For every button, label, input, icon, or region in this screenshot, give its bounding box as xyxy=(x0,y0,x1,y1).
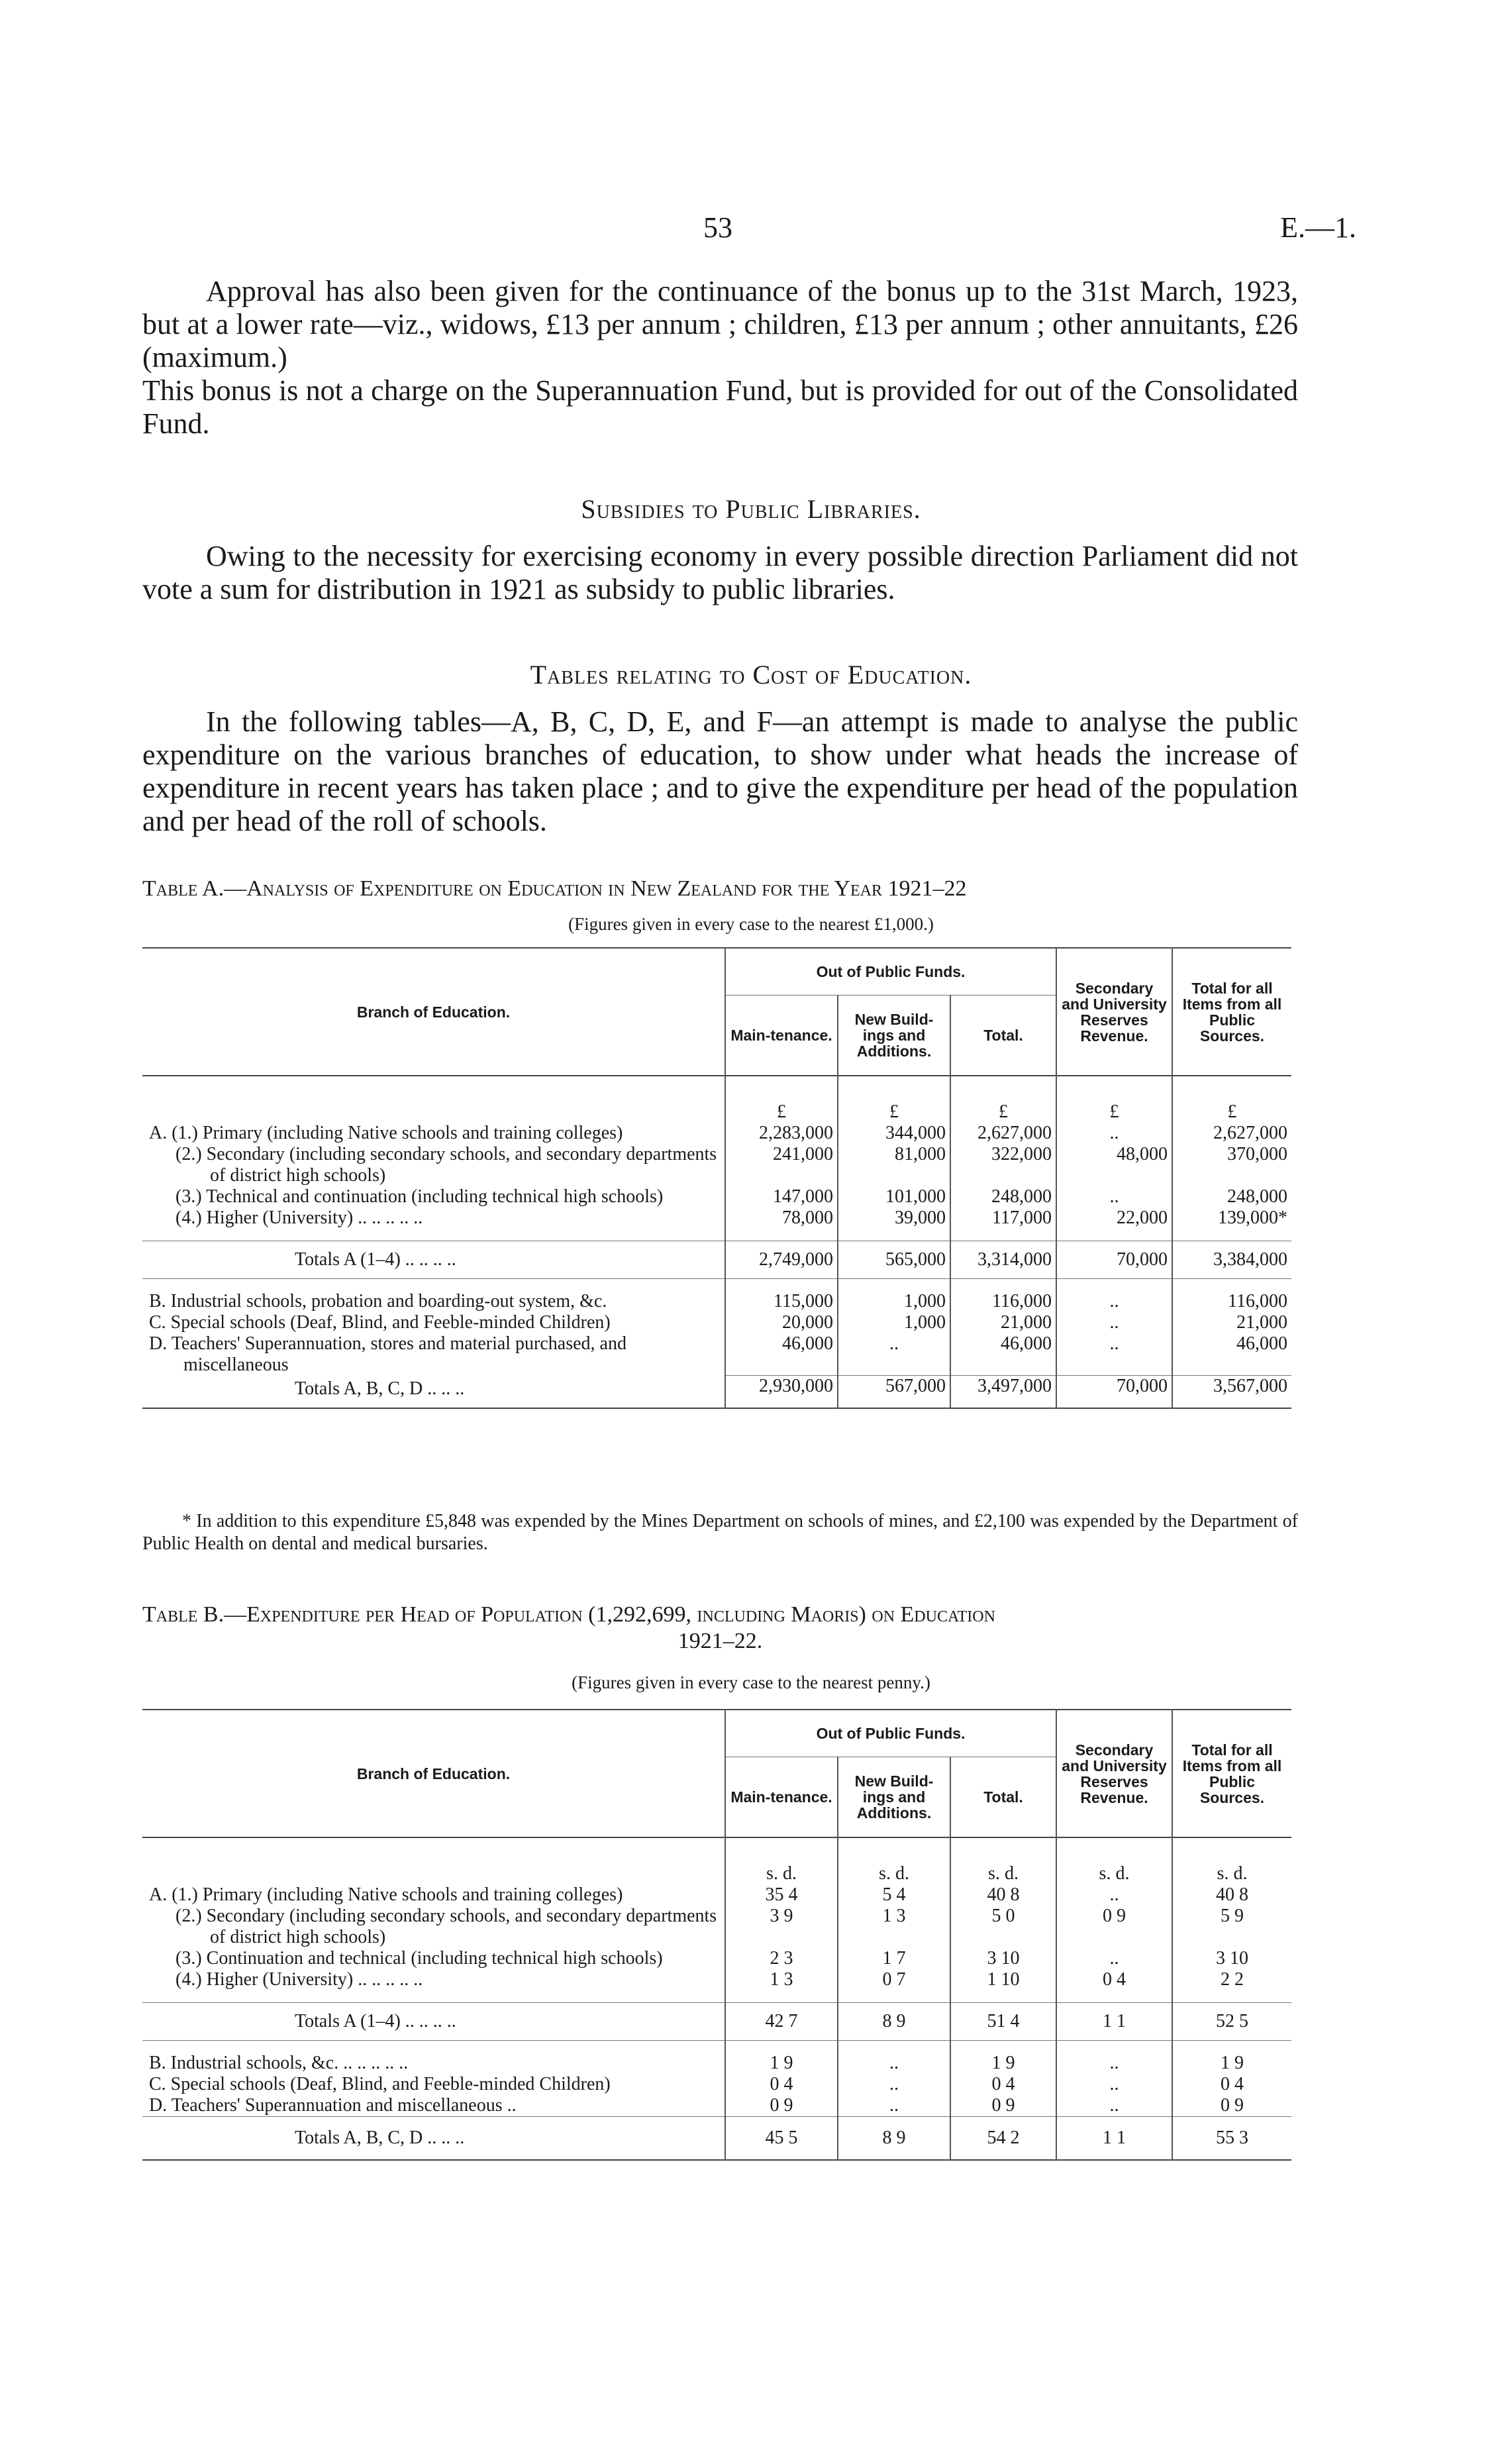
cell-value: 45 5 xyxy=(725,2116,838,2160)
cell-value: 1 1 xyxy=(1056,2116,1172,2160)
column-header-secondary: Secondary and University Reserves Revenue. xyxy=(1056,1710,1172,1837)
cell-value: .. xyxy=(1056,1312,1172,1333)
column-header-public-funds: Out of Public Funds. xyxy=(725,948,1056,996)
cell-value: 0 9 xyxy=(1056,1906,1172,1948)
cell-value: 1 9 xyxy=(950,2040,1056,2074)
cell-value: 8 9 xyxy=(838,2116,950,2160)
cell-value: 46,000 xyxy=(1172,1333,1291,1376)
cell-value: 567,000 xyxy=(838,1376,950,1408)
table-b-title-line2: 1921–22. xyxy=(677,1629,763,1653)
cell-value: 3,384,000 xyxy=(1172,1241,1291,1278)
cell-value: 0 4 xyxy=(725,2074,838,2095)
cell-value: 0 9 xyxy=(1172,2095,1291,2117)
row-label: B. Industrial schools, probation and boarding-out system, &c. xyxy=(149,1290,607,1311)
table-row xyxy=(142,2040,1291,2074)
row-label: Totals A (1–4) .. .. .. .. xyxy=(142,2002,725,2040)
cell-value: 3 10 xyxy=(1172,1948,1291,1969)
cell-value: .. xyxy=(1056,2074,1172,2095)
column-header-branch: Branch of Education. xyxy=(356,1003,511,1021)
cell-value: 3 9 xyxy=(725,1906,838,1948)
row-label: D. Teachers' Superannuation, stores and material purchased, and miscellaneous xyxy=(149,1333,626,1375)
cell-value: 1,000 xyxy=(838,1278,950,1312)
cell-value: 21,000 xyxy=(950,1312,1056,1333)
cell-value: 51 4 xyxy=(950,2002,1056,2040)
cell-value: 0 4 xyxy=(950,2074,1056,2095)
cell-value: 48,000 xyxy=(1056,1144,1172,1186)
table-row xyxy=(142,1144,1291,1186)
cell-value: 46,000 xyxy=(950,1333,1056,1376)
cell-value: 370,000 xyxy=(1172,1144,1291,1186)
cell-value: 54 2 xyxy=(950,2116,1056,2160)
document-reference: E.—1. xyxy=(1280,211,1356,244)
unit-label: s. d. xyxy=(950,1837,1056,1884)
table-row xyxy=(142,2074,1291,2095)
cell-value: 147,000 xyxy=(725,1186,838,1207)
table-row xyxy=(142,1312,1291,1333)
cell-value: 5 4 xyxy=(838,1884,950,1906)
unit-label: s. d. xyxy=(838,1837,950,1884)
cell-value: 0 9 xyxy=(950,2095,1056,2117)
cell-value: .. xyxy=(838,2040,950,2074)
bonus-note-paragraph: This bonus is not a charge on the Superannuation Fund, but is provided for out of the Consolidated Fund. xyxy=(142,374,1298,440)
cell-value: .. xyxy=(838,2095,950,2117)
row-label: (3.) Continuation and technical (including technical high schools) xyxy=(175,1948,663,1969)
cell-value: 2,627,000 xyxy=(1172,1123,1291,1144)
table-row xyxy=(142,1186,1291,1207)
column-header-maintenance: Main-tenance. xyxy=(725,996,838,1076)
bonus-paragraph: Approval has also been given for the continuance of the bonus up to the 31st March, 1923, but at a lower rate—viz., widows, £13 per annum ; children, £13 per annum ; other annuitants, £26 (maximum.) xyxy=(142,275,1298,374)
cell-value: .. xyxy=(1056,2095,1172,2117)
libraries-heading xyxy=(0,493,1502,525)
unit-label: £ xyxy=(1056,1076,1172,1123)
row-label: (4.) Higher (University) .. .. .. .. .. xyxy=(175,1207,423,1228)
cell-value: 1,000 xyxy=(838,1312,950,1333)
cell-value: .. xyxy=(1056,1186,1172,1207)
cell-value: .. xyxy=(1056,1884,1172,1906)
cell-value: 22,000 xyxy=(1056,1207,1172,1229)
cell-value: 101,000 xyxy=(838,1186,950,1207)
cell-value: 0 4 xyxy=(1172,2074,1291,2095)
cell-value: 322,000 xyxy=(950,1144,1056,1186)
cell-value: .. xyxy=(1056,1333,1172,1376)
table-a-subtitle: (Figures given in every case to the nearest £1,000.) xyxy=(568,914,934,934)
subtotal-row xyxy=(142,1241,1291,1278)
unit-label: s. d. xyxy=(1056,1837,1172,1884)
unit-label: s. d. xyxy=(725,1837,838,1884)
cell-value: 3,314,000 xyxy=(950,1241,1056,1278)
total-row xyxy=(142,1376,1291,1408)
cell-value: 35 4 xyxy=(725,1884,838,1906)
table-a-title: Table A.—Analysis of Expenditure on Education in New Zealand for the Year 1921–22 xyxy=(142,876,967,901)
row-label: Totals A (1–4) .. .. .. .. xyxy=(142,1241,725,1278)
cell-value: 248,000 xyxy=(950,1186,1056,1207)
table-row xyxy=(142,1884,1291,1906)
table-row xyxy=(142,1969,1291,1990)
subtotal-row xyxy=(142,2002,1291,2040)
row-label: (2.) Secondary (including secondary schools, and secondary departments of district high schools) xyxy=(175,1144,717,1186)
cell-value: 565,000 xyxy=(838,1241,950,1278)
cost-section xyxy=(142,705,1298,838)
row-label: C. Special schools (Deaf, Blind, and Feeble-minded Children) xyxy=(149,1311,611,1333)
cell-value: .. xyxy=(1056,2040,1172,2074)
cell-value: 0 4 xyxy=(1056,1969,1172,1990)
cell-value: 1 9 xyxy=(725,2040,838,2074)
column-header-total: Total. xyxy=(950,1757,1056,1838)
table-row xyxy=(142,1207,1291,1229)
column-header-total-all: Total for all Items from all Public Sources. xyxy=(1172,948,1291,1076)
table-row xyxy=(142,1948,1291,1969)
cell-value: 39,000 xyxy=(838,1207,950,1229)
cell-value: 1 1 xyxy=(1056,2002,1172,2040)
cell-value: 2,749,000 xyxy=(725,1241,838,1278)
cell-value: 55 3 xyxy=(1172,2116,1291,2160)
cell-value: 1 3 xyxy=(838,1906,950,1948)
cell-value: 52 5 xyxy=(1172,2002,1291,2040)
cell-value: 40 8 xyxy=(950,1884,1056,1906)
cell-value: .. xyxy=(1056,1948,1172,1969)
cell-value: 2,627,000 xyxy=(950,1123,1056,1144)
page-number: 53 xyxy=(703,211,732,244)
cost-paragraph: In the following tables—A, B, C, D, E, and F—an attempt is made to analyse the public expenditure on the various branches of education, to show under what heads the increase of expenditure in recent years has taken place ; and to give the expenditure per head of the population and per head of the roll of schools. xyxy=(142,705,1298,837)
row-label: (2.) Secondary (including secondary schools, and secondary departments of district high schools) xyxy=(175,1906,717,1947)
cell-value: 0 9 xyxy=(725,2095,838,2117)
unit-label: £ xyxy=(1172,1076,1291,1123)
libraries-section xyxy=(142,540,1298,606)
cell-value: 2,930,000 xyxy=(725,1376,838,1408)
cell-value: 2 2 xyxy=(1172,1969,1291,1990)
cell-value: 241,000 xyxy=(725,1144,838,1186)
column-header-public-funds: Out of Public Funds. xyxy=(725,1710,1056,1757)
column-header-new-buildings: New Build-ings and Additions. xyxy=(838,996,950,1076)
cell-value: 1 9 xyxy=(1172,2040,1291,2074)
cell-value: .. xyxy=(1056,1123,1172,1144)
cell-value: 81,000 xyxy=(838,1144,950,1186)
bonus-section xyxy=(142,275,1298,440)
row-label: A. (1.) Primary (including Native schools and training colleges) xyxy=(149,1884,623,1905)
cell-value: 115,000 xyxy=(725,1278,838,1312)
row-label: D. Teachers' Superannuation and miscellaneous .. xyxy=(149,2094,517,2116)
row-label: (3.) Technical and continuation (including technical high schools) xyxy=(175,1186,664,1207)
table-b xyxy=(142,1709,1291,2161)
cell-value: .. xyxy=(838,1333,950,1376)
table-row xyxy=(142,1333,1291,1376)
table-b-subtitle: (Figures given in every case to the nearest penny.) xyxy=(572,1672,930,1692)
cell-value: 40 8 xyxy=(1172,1884,1291,1906)
cell-value: 3,567,000 xyxy=(1172,1376,1291,1408)
cell-value: 1 3 xyxy=(725,1969,838,1990)
cell-value: 139,000* xyxy=(1172,1207,1291,1229)
cost-heading xyxy=(0,659,1502,690)
column-header-branch: Branch of Education. xyxy=(356,1765,511,1782)
table-a-footnote: * In addition to this expenditure £5,848 was expended by the Mines Department on schools of mines, and £2,100 was expended by the Department of Public Health on dental and medical bursaries. xyxy=(142,1511,1298,1554)
cell-value: 70,000 xyxy=(1056,1376,1172,1408)
column-header-total-all: Total for all Items from all Public Sources. xyxy=(1172,1710,1291,1837)
cell-value: 20,000 xyxy=(725,1312,838,1333)
cell-value: 78,000 xyxy=(725,1207,838,1229)
column-header-new-buildings: New Build-ings and Additions. xyxy=(838,1757,950,1838)
row-label: B. Industrial schools, &c. .. .. .. .. .. xyxy=(149,2052,409,2073)
row-label: Totals A, B, C, D .. .. .. xyxy=(142,2116,725,2160)
unit-label: £ xyxy=(725,1076,838,1123)
unit-label: s. d. xyxy=(1172,1837,1291,1884)
cell-value: 8 9 xyxy=(838,2002,950,2040)
cell-value: 42 7 xyxy=(725,2002,838,2040)
column-header-total: Total. xyxy=(950,996,1056,1076)
cell-value: 5 9 xyxy=(1172,1906,1291,1948)
table-row xyxy=(142,1278,1291,1312)
table-row xyxy=(142,1906,1291,1948)
cell-value: 117,000 xyxy=(950,1207,1056,1229)
cell-value: 3,497,000 xyxy=(950,1376,1056,1408)
row-label: Totals A, B, C, D .. .. .. xyxy=(295,1378,465,1399)
row-label: (4.) Higher (University) .. .. .. .. .. xyxy=(175,1969,423,1990)
cost-heading-text: Tables relating to Cost of Education. xyxy=(530,660,972,690)
cell-value: .. xyxy=(1056,1278,1172,1312)
table-b-title xyxy=(142,1602,1298,1655)
cell-value: 2,283,000 xyxy=(725,1123,838,1144)
cell-value: 248,000 xyxy=(1172,1186,1291,1207)
cell-value: 0 7 xyxy=(838,1969,950,1990)
cell-value: 1 10 xyxy=(950,1969,1056,1990)
unit-label: £ xyxy=(838,1076,950,1123)
column-header-maintenance: Main-tenance. xyxy=(725,1757,838,1838)
cell-value: 344,000 xyxy=(838,1123,950,1144)
table-b-title-line1: Table B.—Expenditure per Head of Population (1,292,699, including Maoris) on Education xyxy=(142,1602,995,1627)
libraries-heading-text: Subsidies to Public Libraries. xyxy=(581,494,921,524)
row-label: C. Special schools (Deaf, Blind, and Feeble-minded Children) xyxy=(149,2073,611,2094)
cell-value: 2 3 xyxy=(725,1948,838,1969)
table-row xyxy=(142,1123,1291,1144)
cell-value: .. xyxy=(838,2074,950,2095)
cell-value: 46,000 xyxy=(725,1333,838,1376)
unit-label: £ xyxy=(950,1076,1056,1123)
cell-value: 70,000 xyxy=(1056,1241,1172,1278)
row-label: A. (1.) Primary (including Native schools and training colleges) xyxy=(149,1123,623,1143)
cell-value: 21,000 xyxy=(1172,1312,1291,1333)
table-row xyxy=(142,2095,1291,2117)
table-a xyxy=(142,947,1291,1409)
column-header-secondary: Secondary and University Reserves Revenue. xyxy=(1056,948,1172,1076)
cell-value: 116,000 xyxy=(1172,1278,1291,1312)
libraries-paragraph: Owing to the necessity for exercising economy in every possible direction Parliament did not vote a sum for distribution in 1921 as subsidy to public libraries. xyxy=(142,540,1298,605)
cell-value: 116,000 xyxy=(950,1278,1056,1312)
total-row xyxy=(142,2116,1291,2160)
cell-value: 3 10 xyxy=(950,1948,1056,1969)
cell-value: 1 7 xyxy=(838,1948,950,1969)
cell-value: 5 0 xyxy=(950,1906,1056,1948)
